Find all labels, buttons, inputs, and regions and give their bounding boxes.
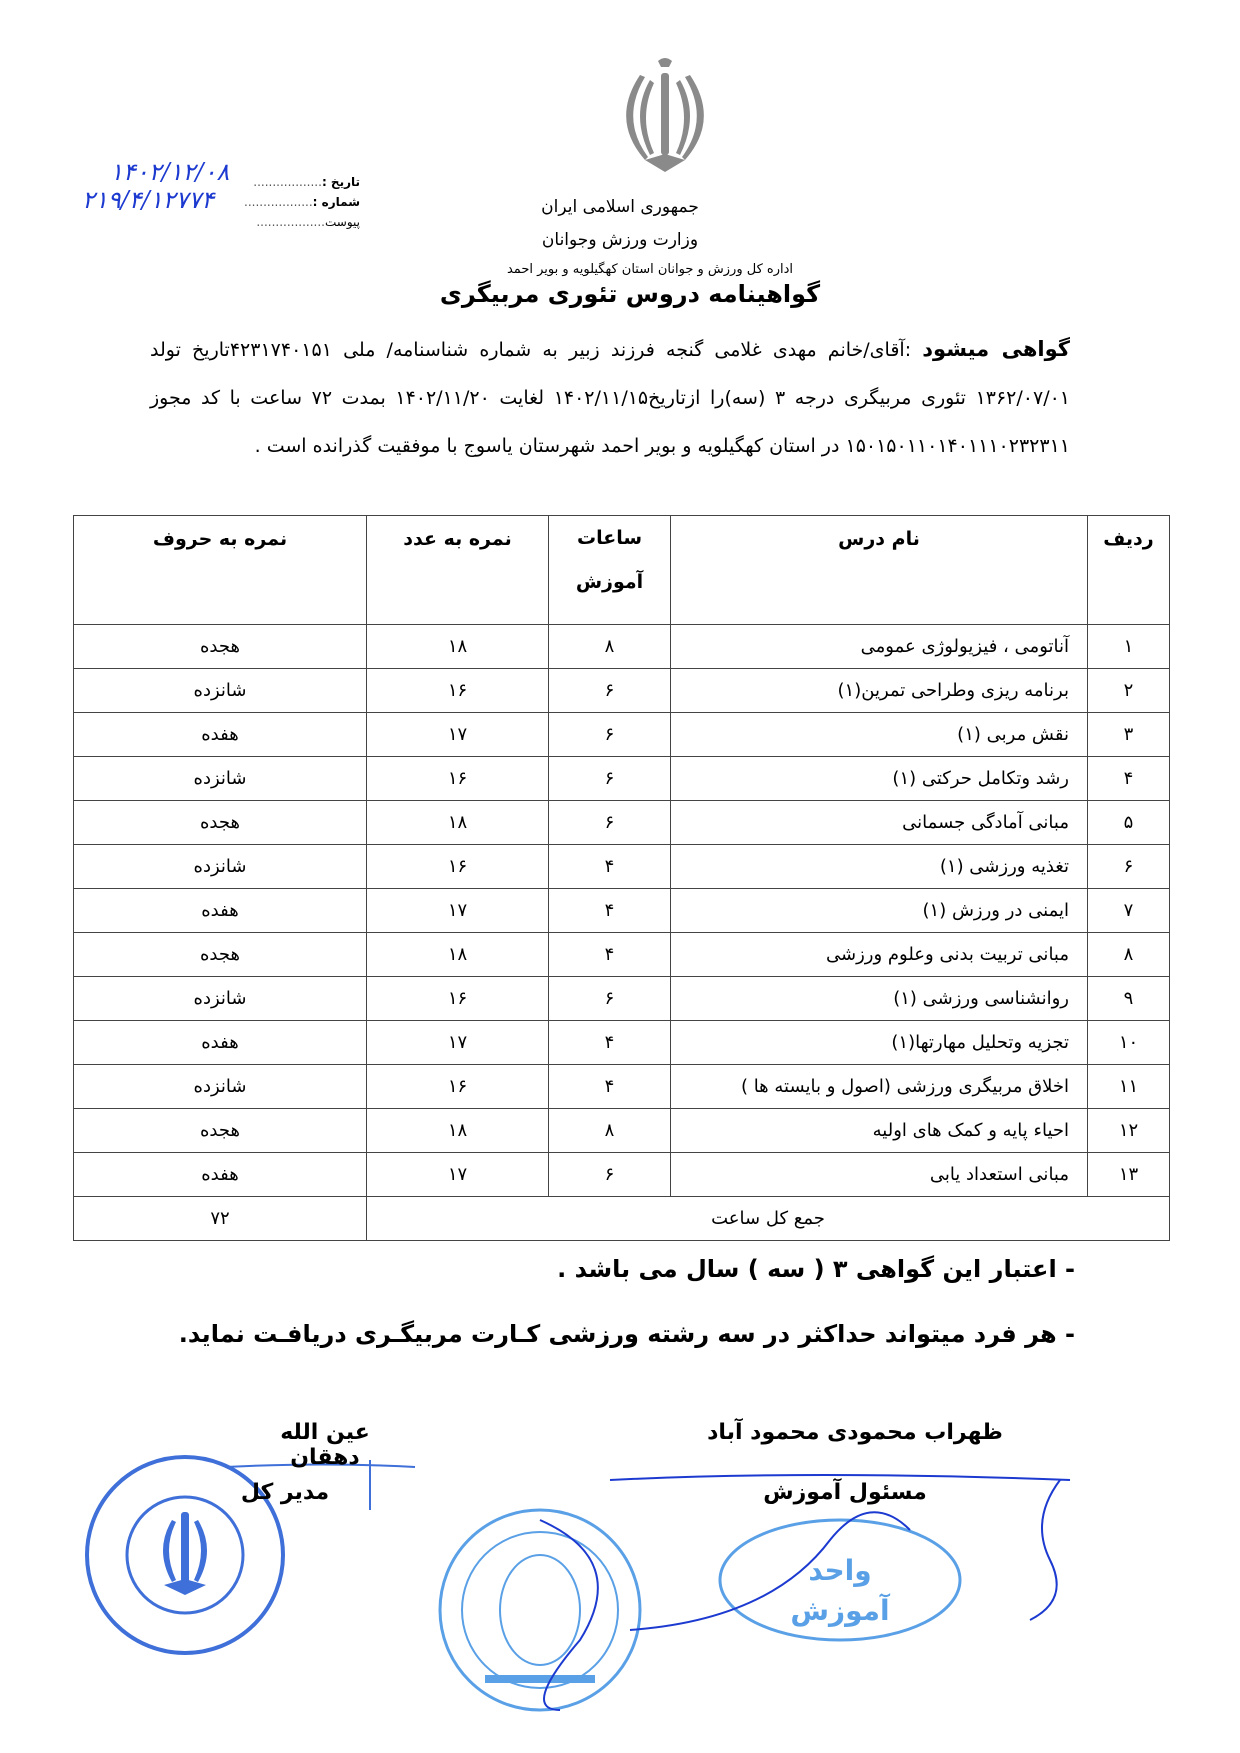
note-validity: - اعتبار این گواهی ۳ ( سه ) سال می باشد . bbox=[557, 1255, 1075, 1283]
grade-number: ۱۶ bbox=[367, 757, 549, 801]
country-name: جمهوری اسلامی ایران bbox=[541, 197, 699, 217]
note-max-fields: - هر فرد میتواند حداکثر در سه رشته ورزشی کـارت مربیگـری دریافـت نماید. bbox=[178, 1320, 1075, 1348]
row-number: ۵ bbox=[1088, 801, 1170, 845]
grade-number: ۱۶ bbox=[367, 669, 549, 713]
table-row bbox=[74, 801, 1170, 845]
course-hours: ۴ bbox=[549, 933, 671, 977]
grade-number: ۱۶ bbox=[367, 1065, 549, 1109]
grade-words: شانزده bbox=[74, 845, 367, 889]
course-name: روانشناسی ورزشی (۱) bbox=[671, 977, 1088, 1021]
table-row bbox=[74, 669, 1170, 713]
grade-number: ۱۸ bbox=[367, 933, 549, 977]
grade-words: هجده bbox=[74, 933, 367, 977]
course-name: برنامه ریزی وطراحی تمرین(۱) bbox=[671, 669, 1088, 713]
course-hours: ۶ bbox=[549, 1153, 671, 1197]
certification-lead: گواهی میشود bbox=[922, 337, 1070, 361]
course-hours: ۶ bbox=[549, 801, 671, 845]
signatory-name-left: عین الله دهقان bbox=[280, 1420, 370, 1470]
course-hours: ۴ bbox=[549, 1065, 671, 1109]
course-name: مبانی تربیت بدنی وعلوم ورزشی bbox=[671, 933, 1088, 977]
course-hours: ۴ bbox=[549, 845, 671, 889]
course-hours: ۶ bbox=[549, 713, 671, 757]
table-row bbox=[74, 889, 1170, 933]
grade-words: هفده bbox=[74, 1153, 367, 1197]
table-row bbox=[74, 977, 1170, 1021]
signatory-title-left: مدیر کل bbox=[240, 1480, 330, 1505]
course-hours: ۶ bbox=[549, 669, 671, 713]
document-title: گواهینامه دروس تئوری مربیگری bbox=[439, 280, 821, 308]
course-name: تغذیه ورزشی (۱) bbox=[671, 845, 1088, 889]
certification-text: :آقای/خانم مهدی غلامی گنجه فرزند زبیر به شماره شناسنامه/ ملی ۴۲۳۱۷۴۰۱۵۱تاریخ تولد ۱۳۶۲/۰۷/۰۱ تئوری مربیگری درجه ۳ (سه)را ازتاریخ۱۴۰۲/۱۱/۱۵ لغایت ۱۴۰۲/۱۱/۲۰ بمدت ۷۲ ساعت با کد مجوز ۱۵۰۱۵۰۱۱۰۱۴۰۱۱۱۰۲۳۲۳۱۱ در استان کهگیلویه و بویر احمد شهرستان یاسوج با موفقیت گذرانده است . bbox=[150, 339, 1071, 457]
stamp-training-label: آموزش bbox=[790, 1594, 890, 1627]
letter-meta bbox=[240, 172, 360, 232]
grade-words: شانزده bbox=[74, 1065, 367, 1109]
handwritten-signature-right bbox=[590, 1440, 1090, 1700]
row-number: ۸ bbox=[1088, 933, 1170, 977]
number-dots: .................. bbox=[244, 195, 313, 209]
ministry-name: وزارت ورزش وجوانان bbox=[541, 230, 699, 250]
course-hours: ۴ bbox=[549, 889, 671, 933]
grade-words: هفده bbox=[74, 713, 367, 757]
date-dots: .................. bbox=[253, 175, 322, 189]
directorate-name: اداره کل ورزش و جوانان استان کهگیلویه و بویر احمد bbox=[506, 262, 793, 277]
course-hours: ۶ bbox=[549, 757, 671, 801]
stamp-unit-label: واحد bbox=[808, 1554, 872, 1587]
date-label: تاریخ : bbox=[321, 175, 360, 189]
grade-words: هفده bbox=[74, 889, 367, 933]
grade-words: هجده bbox=[74, 1109, 367, 1153]
grades-table bbox=[73, 515, 1170, 1241]
course-name: مبانی استعداد یابی bbox=[671, 1153, 1088, 1197]
grade-number: ۱۶ bbox=[367, 977, 549, 1021]
total-value: ۷۲ bbox=[74, 1197, 367, 1241]
table-row bbox=[74, 1109, 1170, 1153]
table-row bbox=[74, 1153, 1170, 1197]
course-name: ایمنی در ورزش (۱) bbox=[671, 889, 1088, 933]
header-grade-words: نمره به حروف bbox=[74, 516, 367, 625]
grade-words: هجده bbox=[74, 625, 367, 669]
header-hours bbox=[549, 516, 671, 625]
table-row bbox=[74, 1065, 1170, 1109]
course-hours: ۶ bbox=[549, 977, 671, 1021]
row-number: ۳ bbox=[1088, 713, 1170, 757]
header-course-name: نام درس bbox=[671, 516, 1088, 625]
table-row bbox=[74, 625, 1170, 669]
row-number: ۷ bbox=[1088, 889, 1170, 933]
row-number: ۱۲ bbox=[1088, 1109, 1170, 1153]
table-row bbox=[74, 933, 1170, 977]
signatory-name-right: ظهراب محمودی محمود آباد bbox=[707, 1420, 1003, 1445]
certificate-body bbox=[150, 325, 1070, 470]
course-name: رشد وتکامل حرکتی (۱) bbox=[671, 757, 1088, 801]
header-hours-line1: ساعات bbox=[576, 527, 643, 549]
table-header-row bbox=[74, 516, 1170, 625]
course-name: تجزیه وتحلیل مهارتها(۱) bbox=[671, 1021, 1088, 1065]
course-name: آناتومی ، فیزیولوژی عمومی bbox=[671, 625, 1088, 669]
handwritten-number: ۲۱۹/۴/۱۲۷۷۴ bbox=[82, 186, 215, 214]
header-hours-line2: آموزش bbox=[575, 571, 644, 593]
table-row bbox=[74, 713, 1170, 757]
grade-number: ۱۷ bbox=[367, 889, 549, 933]
number-label: شماره : bbox=[312, 195, 360, 209]
row-number: ۲ bbox=[1088, 669, 1170, 713]
row-number: ۱ bbox=[1088, 625, 1170, 669]
grade-words: شانزده bbox=[74, 977, 367, 1021]
date-row bbox=[240, 172, 360, 192]
grade-words: شانزده bbox=[74, 757, 367, 801]
grade-number: ۱۶ bbox=[367, 845, 549, 889]
course-hours: ۸ bbox=[549, 1109, 671, 1153]
table-body bbox=[74, 625, 1170, 1197]
row-number: ۴ bbox=[1088, 757, 1170, 801]
grade-number: ۱۷ bbox=[367, 1153, 549, 1197]
attachment-row bbox=[240, 212, 360, 232]
grade-number: ۱۷ bbox=[367, 1021, 549, 1065]
table-row bbox=[74, 757, 1170, 801]
row-number: ۹ bbox=[1088, 977, 1170, 1021]
course-name: نقش مربی (۱) bbox=[671, 713, 1088, 757]
course-name: اخلاق مربیگری ورزشی (اصول و بایسته ها ) bbox=[671, 1065, 1088, 1109]
course-name: مبانی آمادگی جسمانی bbox=[671, 801, 1088, 845]
total-label: جمع کل ساعت bbox=[367, 1197, 1170, 1241]
row-number: ۱۰ bbox=[1088, 1021, 1170, 1065]
attachment-dots: .................. bbox=[256, 215, 325, 229]
attachment-label: پیوست bbox=[325, 215, 360, 229]
grade-number: ۱۷ bbox=[367, 713, 549, 757]
grade-number: ۱۸ bbox=[367, 1109, 549, 1153]
row-number: ۱۳ bbox=[1088, 1153, 1170, 1197]
table-row bbox=[74, 1021, 1170, 1065]
course-name: احیاء پایه و کمک های اولیه bbox=[671, 1109, 1088, 1153]
grade-number: ۱۸ bbox=[367, 625, 549, 669]
course-hours: ۸ bbox=[549, 625, 671, 669]
number-row bbox=[240, 192, 360, 212]
iran-emblem-icon bbox=[620, 55, 710, 180]
table-total-row bbox=[74, 1197, 1170, 1241]
course-hours: ۴ bbox=[549, 1021, 671, 1065]
handwritten-date: ۱۴۰۲/۱۲/۰۸ bbox=[110, 158, 230, 186]
header-row-number: ردیف bbox=[1088, 516, 1170, 625]
row-number: ۶ bbox=[1088, 845, 1170, 889]
header-grade-number: نمره به عدد bbox=[367, 516, 549, 625]
grade-words: هجده bbox=[74, 801, 367, 845]
grade-number: ۱۸ bbox=[367, 801, 549, 845]
signatory-title-right: مسئول آموزش bbox=[763, 1480, 927, 1505]
row-number: ۱۱ bbox=[1088, 1065, 1170, 1109]
table-row bbox=[74, 845, 1170, 889]
grade-words: هفده bbox=[74, 1021, 367, 1065]
grade-words: شانزده bbox=[74, 669, 367, 713]
